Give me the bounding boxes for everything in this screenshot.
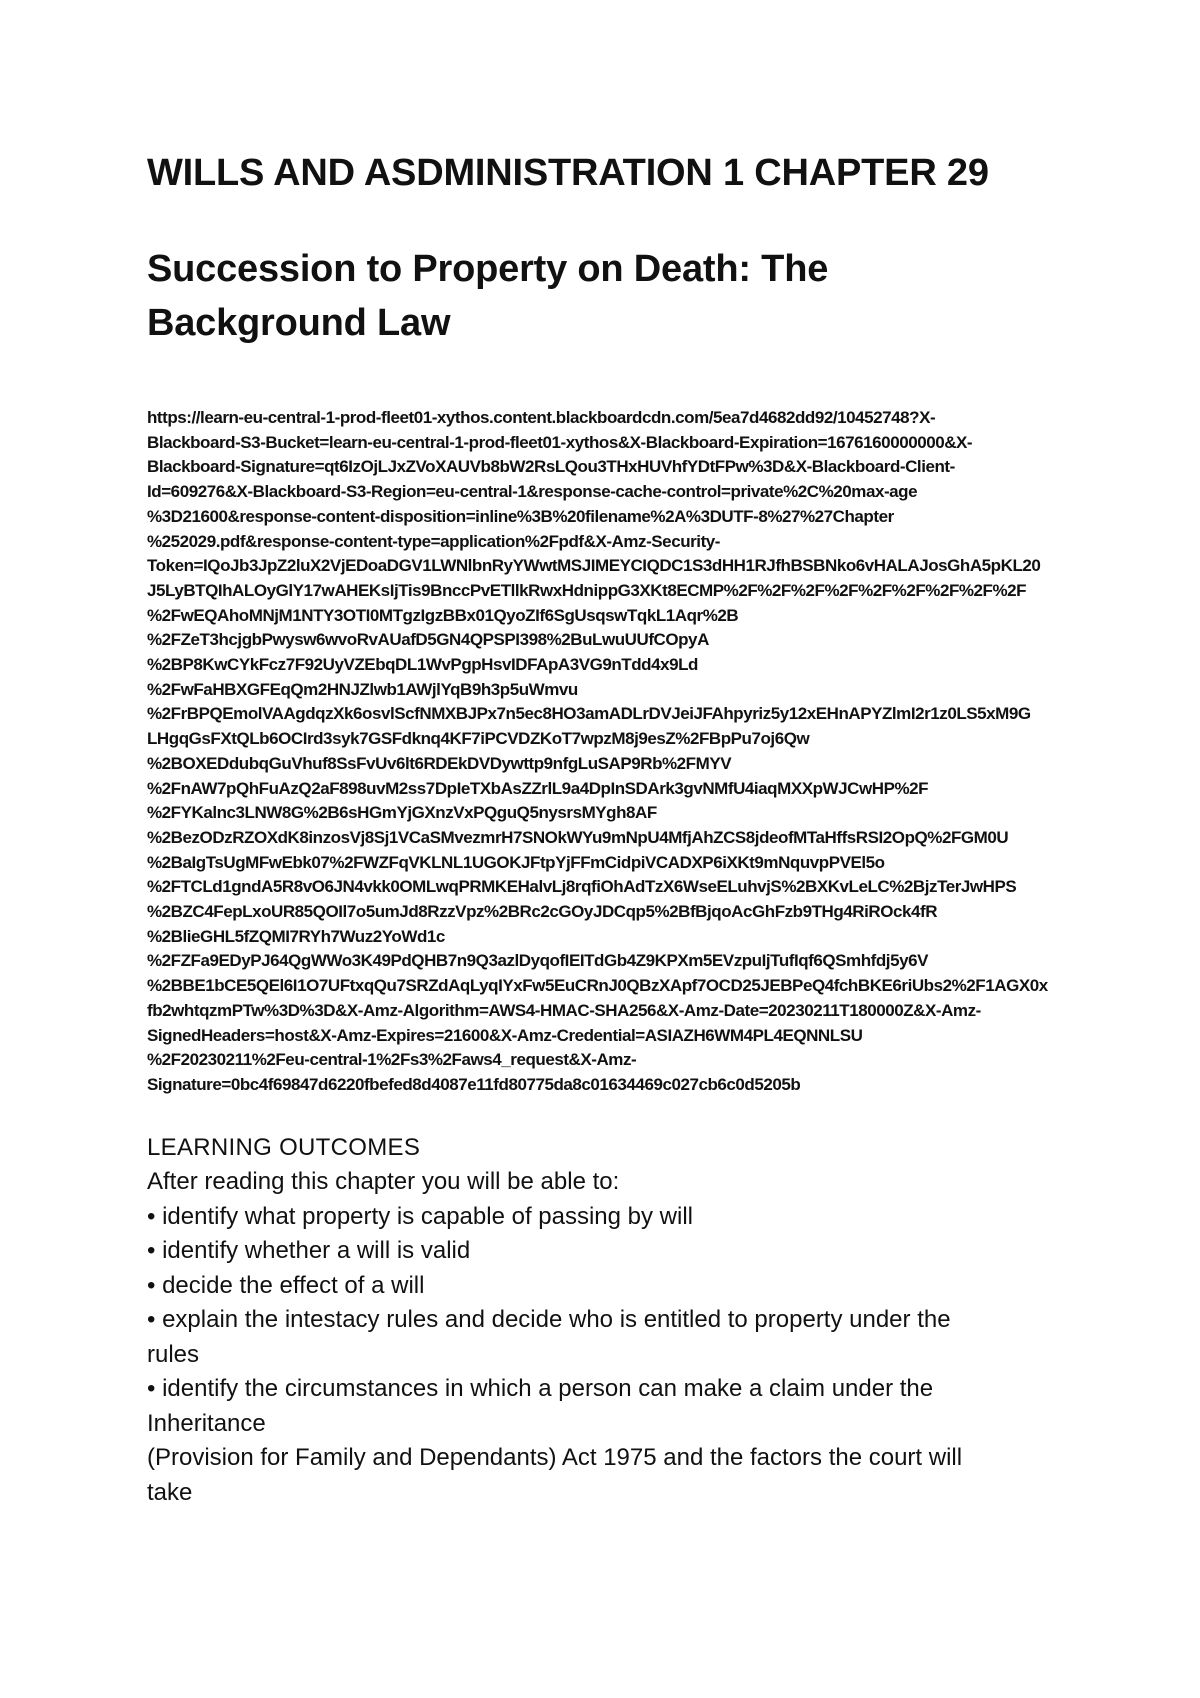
document-content <box>147 150 1067 1510</box>
learning-outcomes-intro: After reading this chapter you will be able to: <box>147 1168 620 1196</box>
outcome-line: • explain the intestacy rules and decide who is entitled to property under the <box>147 1306 951 1334</box>
url-line: %2FYKalnc3LNW8G%2B6sHGmYjGXnzVxPQguQ5nysrsMYgh8AF <box>147 803 657 823</box>
url-line: %2FTCLd1gndA5R8vO6JN4vkk0OMLwqPRMKEHalvLj8rqfiOhAdTzX6WseELuhvjS%2BXKvLeLC%2BjzTerJwHPS <box>147 877 1017 897</box>
url-line: %2F20230211%2Feu-central-1%2Fs3%2Faws4_request&X-Amz- <box>147 1050 637 1070</box>
outcome-line: Inheritance <box>147 1409 266 1437</box>
url-line: Id=609276&X-Blackboard-S3-Region=eu-central-1&response-cache-control=private%2C%20max-age <box>147 482 918 502</box>
url-line: Token=IQoJb3JpZ2luX2VjEDoaDGV1LWNlbnRyYWwtMSJIMEYCIQDC1S3dHH1RJfhBSBNko6vHALAJosGhA5pKL20 <box>147 556 1041 576</box>
url-line: Signature=0bc4f69847d6220fbefed8d4087e11fd80775da8c01634469c027cb6c0d5205b <box>147 1074 801 1094</box>
url-line: %2FwEQAhoMNjM1NTY3OTI0MTgzIgzBBx01QyoZIf6SgUsqswTqkL1Aqr%2B <box>147 605 739 625</box>
url-line: %2FrBPQEmolVAAgdqzXk6osvlScfNMXBJPx7n5ec8HO3amADLrDVJeiJFAhpyriz5y12xEHnAPYZlmI2r1z0LS5xM9G <box>147 704 1031 724</box>
url-line: %2BBE1bCE5QEl6I1O7UFtxqQu7SRZdAqLyqIYxFw5EuCRnJ0QBzXApf7OCD25JEBPeQ4fchBKE6riUbs2%2F1AGX0x <box>147 976 1048 996</box>
url-line: fb2whtqzmPTw%3D%3D&X-Amz-Algorithm=AWS4-HMAC-SHA256&X-Amz-Date=20230211T180000Z&X-Amz- <box>147 1000 981 1020</box>
url-line: %2BaIgTsUgMFwEbk07%2FWZFqVKLNL1UGOKJFtpYjFFmCidpiVCADXP6iXKt9mNquvpPVEl5o <box>147 852 885 872</box>
url-line: Blackboard-Signature=qt6IzOjLJxZVoXAUVb8bW2RsLQou3THxHUVhfYDtFPw%3D&X-Blackboard-Client- <box>147 457 955 477</box>
chapter-subtitle-line: Background Law <box>147 302 451 344</box>
url-line: %3D21600&response-content-disposition=inline%3B%20filename%2A%3DUTF-8%27%27Chapter <box>147 506 894 526</box>
url-line: %2BezODzRZOXdK8inzosVj8Sj1VCaSMvezmrH7SNOkWYu9mNpU4MfjAhZCS8jdeofMTaHffsRSI2OpQ%2FGM0U <box>147 827 1009 847</box>
url-line: %252029.pdf&response-content-type=application%2Fpdf&X-Amz-Security- <box>147 531 720 551</box>
url-line: LHgqGsFXtQLb6OCIrd3syk7GSFdknq4KF7iPCVDZKoT7wpzM8j9esZ%2FBpPu7oj6Qw <box>147 729 810 749</box>
url-line: SignedHeaders=host&X-Amz-Expires=21600&X-Amz-Credential=ASIAZH6WM4PL4EQNNLSU <box>147 1025 863 1045</box>
url-line: %2BlieGHL5fZQMI7RYh7Wuz2YoWd1c <box>147 926 445 946</box>
url-line: https://learn-eu-central-1-prod-fleet01-xythos.content.blackboardcdn.com/5ea7d4682dd92/10452748?X- <box>147 408 936 427</box>
chapter-subtitle <box>147 242 1067 350</box>
url-line: %2FZeT3hcjgbPwysw6wvoRvAUafD5GN4QPSPI398%2BuLwuUUfCOpyA <box>147 630 709 650</box>
url-line: %2FwFaHBXGFEqQm2HNJZlwb1AWjlYqB9h3p5uWmvu <box>147 679 578 699</box>
source-url <box>147 406 1067 1098</box>
url-line: Blackboard-S3-Bucket=learn-eu-central-1-prod-fleet01-xythos&X-Blackboard-Expiration=1676160000000&X- <box>147 432 973 452</box>
outcome-line: rules <box>147 1340 200 1368</box>
learning-outcomes-heading: LEARNING OUTCOMES <box>147 1133 421 1161</box>
outcome-line: take <box>147 1478 193 1506</box>
outcome-line: • identify what property is capable of passing by will <box>147 1202 694 1230</box>
outcome-line: • identify the circumstances in which a person can make a claim under the <box>147 1375 934 1403</box>
url-line: %2BOXEDdubqGuVhuf8SsFvUv6lt6RDEkDVDywttp9nfgLuSAP9Rb%2FMYV <box>147 753 732 773</box>
learning-outcomes <box>147 1131 1067 1511</box>
outcome-line: (Provision for Family and Dependants) Act 1975 and the factors the court will <box>147 1444 963 1472</box>
url-line: %2FZFa9EDyPJ64QgWWo3K49PdQHB7n9Q3azlDyqofIEITdGb4Z9KPXm5EVzpuIjTufIqf6QSmhfdj5y6V <box>147 951 928 971</box>
document-title: WILLS AND ASDMINISTRATION 1 CHAPTER 29 <box>147 152 989 194</box>
url-line: J5LyBTQIhALOyGlY17wAHEKsIjTis9BnccPvETllkRwxHdnippG3XKt8ECMP%2F%2F%2F%2F%2F%2F%2F%2F%2F <box>147 580 1027 600</box>
url-line: %2FnAW7pQhFuAzQ2aF898uvM2ss7DpIeTXbAsZZrlL9a4DpInSDArk3gvNMfU4iaqMXXpWJCwHP%2F <box>147 778 929 798</box>
url-line: %2BZC4FepLxoUR85QOIl7o5umJd8RzzVpz%2BRc2cGOyJDCqp5%2BfBjqoAcGhFzb9THg4RiROck4fR <box>147 902 938 922</box>
url-line: %2BP8KwCYkFcz7F92UyVZEbqDL1WvPgpHsvIDFApA3VG9nTdd4x9Ld <box>147 655 698 675</box>
outcome-line: • decide the effect of a will <box>147 1271 425 1299</box>
chapter-subtitle-line: Succession to Property on Death: The <box>147 248 829 290</box>
outcome-line: • identify whether a will is valid <box>147 1237 471 1265</box>
